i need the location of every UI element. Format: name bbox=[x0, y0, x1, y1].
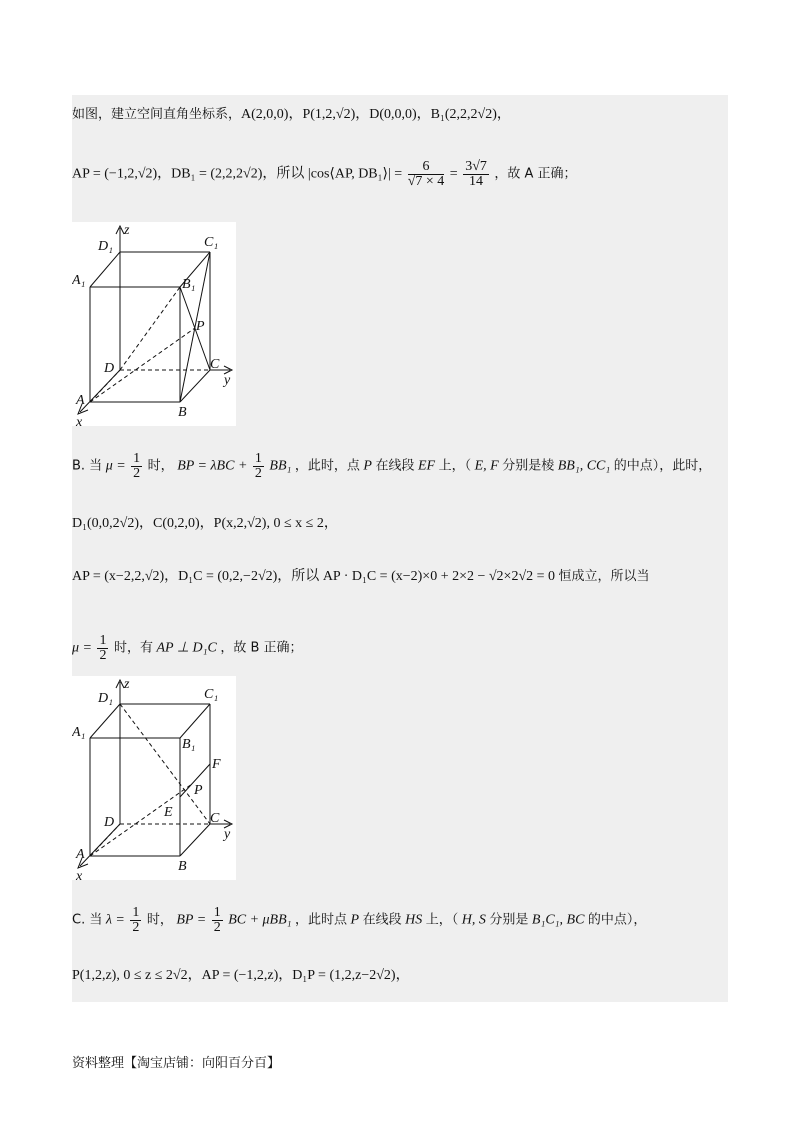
fraction-denominator: 2 bbox=[213, 920, 221, 935]
label-d1: D₁ bbox=[98, 239, 113, 254]
label-c: C bbox=[210, 357, 220, 372]
label-x: x bbox=[76, 415, 83, 426]
intro-text: 如图，建立空间直角坐标系， bbox=[72, 107, 242, 122]
text: 上，（ bbox=[438, 458, 472, 474]
label-p: P bbox=[196, 319, 205, 334]
option-c-line-2 bbox=[72, 964, 410, 984]
text: 分别是棱 bbox=[502, 458, 555, 474]
text: 恒成立，所以当 bbox=[558, 569, 650, 584]
label-c: C bbox=[210, 811, 220, 826]
fraction-numerator: 1 bbox=[133, 451, 141, 466]
half-fraction bbox=[131, 452, 142, 481]
vector-equation: BP = λBC + bbox=[177, 458, 248, 474]
label-a: A bbox=[76, 393, 85, 408]
option-b-line-2 bbox=[72, 512, 338, 532]
perpendicular-relation: AP ⊥ D₁C bbox=[156, 640, 217, 656]
label-d1: D₁ bbox=[98, 691, 113, 706]
fraction-numerator: 1 bbox=[254, 451, 262, 466]
edges: BB₁, CC₁ bbox=[557, 458, 611, 474]
text: ，此时点 bbox=[295, 912, 348, 928]
text: 上，（ bbox=[425, 912, 459, 928]
label-b: B bbox=[178, 859, 187, 874]
vector-term: BB₁ bbox=[269, 458, 292, 474]
solution-line-1 bbox=[72, 103, 511, 123]
text: 时，有 bbox=[113, 640, 153, 656]
half-fraction bbox=[97, 634, 108, 663]
figure-cuboid-1 bbox=[72, 222, 236, 426]
text: 在线段 bbox=[362, 912, 402, 928]
fraction-denominator: √7 × 4 bbox=[407, 174, 445, 189]
label-b1: B₁ bbox=[182, 737, 196, 752]
footer-source: 资料整理【淘宝店铺：向阳百分百】 bbox=[72, 1056, 281, 1071]
option-c-line-1 bbox=[72, 906, 646, 935]
conclusion-b: ，故 B 正确； bbox=[220, 640, 303, 656]
fraction-numerator: 1 bbox=[99, 633, 107, 648]
label-y: y bbox=[224, 827, 231, 842]
vector-definitions-b: AP = (x−2,2,√2)，D₁C = (0,2,−2√2)，所以 bbox=[72, 569, 320, 584]
fraction-denominator: 2 bbox=[133, 466, 141, 481]
half-fraction bbox=[130, 906, 141, 935]
label-x: x bbox=[76, 869, 83, 880]
label-d: D bbox=[104, 815, 115, 830]
text: 在线段 bbox=[375, 458, 415, 474]
vector-equation: BP = bbox=[176, 912, 207, 928]
vector-term: BC + μBB₁ bbox=[228, 912, 292, 928]
label-b1: B₁ bbox=[182, 277, 196, 292]
label-b: B bbox=[178, 405, 187, 420]
text: ，此时，点 bbox=[294, 458, 360, 474]
fraction-numerator: 3√7 bbox=[465, 159, 487, 174]
lambda-symbol: λ = bbox=[105, 912, 125, 928]
figure-cuboid-2 bbox=[72, 676, 236, 880]
points-hs: H, S bbox=[461, 912, 486, 928]
label-a: A bbox=[76, 847, 85, 862]
text: 的中点），此时， bbox=[613, 458, 712, 474]
fraction-numerator: 6 bbox=[408, 160, 445, 175]
mu-symbol: μ = bbox=[72, 640, 92, 656]
label-d: D bbox=[104, 361, 115, 376]
cuboid-diagram-1 bbox=[72, 222, 236, 426]
dot-product: AP · D₁C = (x−2)×0 + 2×2 − √2×2√2 = 0 bbox=[322, 569, 556, 584]
option-b-line-4 bbox=[72, 634, 303, 663]
segment-ef: EF bbox=[417, 458, 436, 474]
option-b-line-3 bbox=[72, 565, 650, 585]
point-coordinates-c: P(1,2,z), 0 ≤ z ≤ 2√2，AP = (−1,2,z)，D₁P = (1,2,z−2√2)， bbox=[72, 968, 410, 983]
option-b-label: B. 当 bbox=[72, 458, 103, 474]
point-p: P bbox=[363, 458, 372, 474]
mu-symbol: μ = bbox=[105, 458, 126, 474]
label-z: z bbox=[124, 677, 130, 692]
text: 时， bbox=[147, 458, 174, 474]
option-c-label: C. 当 bbox=[72, 912, 103, 928]
fraction-denominator: 2 bbox=[254, 466, 262, 481]
label-z: z bbox=[124, 223, 130, 238]
label-e: E bbox=[164, 805, 173, 820]
conclusion-a: ，故 A 正确； bbox=[494, 166, 577, 182]
cuboid-diagram-2 bbox=[72, 676, 236, 880]
text: 的中点）， bbox=[587, 912, 647, 928]
label-c1: C₁ bbox=[204, 687, 219, 702]
point-p: P bbox=[350, 912, 360, 928]
equals-sign: = bbox=[449, 166, 458, 182]
vector-definitions: AP = (−1,2,√2)，DB₁ = (2,2,2√2)，所以 bbox=[72, 166, 305, 182]
text: 分别是 bbox=[489, 912, 529, 928]
cos-fraction-1 bbox=[408, 160, 445, 189]
label-y: y bbox=[224, 373, 231, 388]
cos-fraction-2 bbox=[463, 160, 489, 189]
cos-expression: |cos⟨AP, DB₁⟩| = bbox=[307, 166, 403, 182]
text: 时， bbox=[146, 912, 173, 928]
half-fraction bbox=[212, 906, 223, 935]
point-coordinates: A(2,0,0)，P(1,2,√2)，D(0,0,0)，B₁(2,2,2√2)， bbox=[241, 107, 511, 122]
edges: B₁C₁, BC bbox=[531, 912, 585, 928]
label-f: F bbox=[212, 757, 221, 772]
fraction-numerator: 1 bbox=[213, 905, 221, 920]
label-c1: C₁ bbox=[204, 235, 219, 250]
fraction-denominator: 2 bbox=[132, 920, 140, 935]
label-p: P bbox=[194, 783, 203, 798]
fraction-denominator: 2 bbox=[99, 648, 107, 663]
label-a1: A₁ bbox=[72, 725, 86, 740]
points-ef: E, F bbox=[474, 458, 499, 474]
label-a1: A₁ bbox=[72, 273, 86, 288]
option-b-line-1 bbox=[72, 452, 711, 481]
point-coordinates-b: D₁(0,0,2√2)，C(0,2,0)，P(x,2,√2), 0 ≤ x ≤ 2， bbox=[72, 516, 338, 531]
solution-line-2 bbox=[72, 160, 577, 189]
fraction-numerator: 1 bbox=[132, 905, 140, 920]
half-fraction bbox=[253, 452, 264, 481]
segment-hs: HS bbox=[405, 912, 423, 928]
fraction-denominator: 14 bbox=[469, 174, 484, 189]
